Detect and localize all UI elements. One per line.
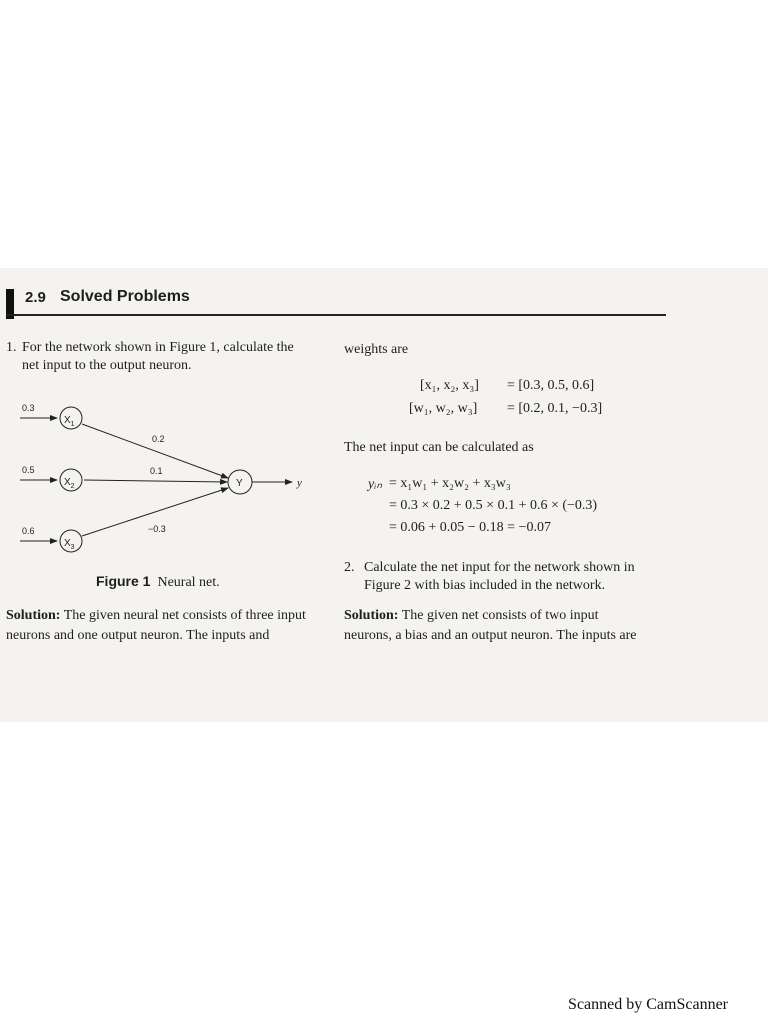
weight-value-3: −0.3 bbox=[148, 524, 166, 534]
yin-line1: = x₁w₁ + x₂w₂ + x₃w₃ bbox=[389, 476, 511, 491]
weight-edge-2 bbox=[84, 480, 227, 482]
weights-are-text: weights are bbox=[344, 342, 409, 357]
eq-x-lhs: [x₁, x₂, x₃] bbox=[420, 378, 479, 393]
weight-value-2: 0.1 bbox=[150, 466, 163, 476]
svg-text:X2: $X_2$ bbox=[64, 477, 75, 490]
output-y: y bbox=[297, 477, 302, 489]
problem2-line1: Calculate the net input for the network shown in bbox=[364, 560, 635, 575]
solution1-line1: Solution: The given neural net consists of three input bbox=[6, 608, 306, 623]
solution1-line2: neurons and one output neuron. The inputs and bbox=[6, 628, 270, 643]
problem1-line2: net input to the output neuron. bbox=[22, 358, 192, 373]
eq-w-rhs: = [0.2, 0.1, −0.3] bbox=[507, 401, 603, 416]
svg-text:Y: Y bbox=[236, 478, 243, 489]
solution2-line2: neurons, a bias and an output neuron. The inputs are bbox=[344, 628, 637, 643]
input-value-2: 0.5 bbox=[22, 465, 35, 475]
svg-text:X1: $X_1$ bbox=[64, 415, 75, 428]
weight-value-1: 0.2 bbox=[152, 434, 165, 444]
net-input-text: The net input can be calculated as bbox=[344, 440, 534, 455]
figure-caption-text: Neural net. bbox=[157, 575, 220, 590]
yin-line2: = 0.3 × 0.2 + 0.5 × 0.1 + 0.6 × (−0.3) bbox=[389, 498, 598, 513]
problem2-line2: Figure 2 with bias included in the network. bbox=[364, 578, 606, 593]
problem1-line1: For the network shown in Figure 1, calculate the bbox=[22, 340, 294, 355]
eq-w-lhs: [w₁, w₂, w₃] bbox=[409, 401, 478, 416]
solution2-label: Solution: bbox=[344, 608, 399, 623]
svg-text:X3: $X_3$ bbox=[64, 538, 75, 551]
problem2-number: 2. bbox=[344, 560, 355, 575]
yin-line3: = 0.06 + 0.05 − 0.18 = −0.07 bbox=[389, 520, 551, 535]
section-rule bbox=[6, 314, 666, 316]
scanned-page bbox=[0, 268, 768, 722]
yin-lhs: yᵢₙ bbox=[368, 477, 383, 492]
input-value-1: 0.3 bbox=[22, 403, 35, 413]
solution2-line1: Solution: The given net consists of two input bbox=[344, 608, 599, 623]
section-number: 2.9 bbox=[25, 289, 46, 306]
figure-caption-label: Figure 1 bbox=[96, 573, 151, 589]
problem1-number: 1. bbox=[6, 340, 17, 355]
scanner-watermark: Scanned by CamScanner bbox=[568, 996, 728, 1013]
figure-caption bbox=[96, 573, 220, 591]
eq-x-rhs: = [0.3, 0.5, 0.6] bbox=[507, 378, 595, 393]
neural-net-figure bbox=[0, 398, 330, 558]
input-value-3: 0.6 bbox=[22, 526, 35, 536]
section-title: Solved Problems bbox=[60, 288, 190, 305]
solution1-label: Solution: bbox=[6, 608, 61, 623]
